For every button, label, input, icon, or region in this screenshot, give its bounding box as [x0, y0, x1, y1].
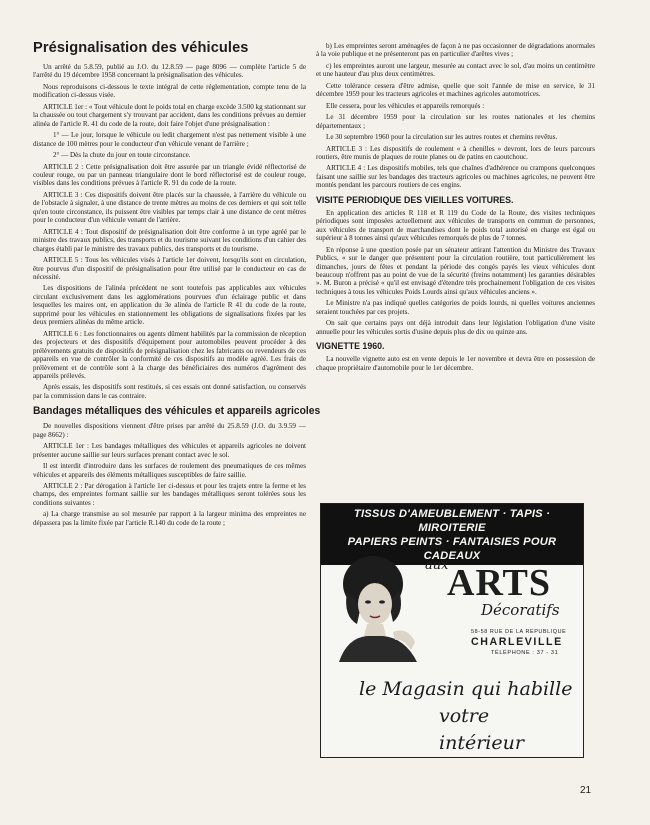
section-heading: VISITE PERIODIQUE DES VIEILLES VOITURES.	[316, 194, 514, 205]
advertisement	[320, 503, 584, 758]
paragraph: 2° — Dès la chute du jour en toute circonstance.	[53, 151, 191, 160]
paragraph: La nouvelle vignette auto est en vente depuis le 1er novembre et devra être en possession de chaque propriétaire d'automobile pour le 1er décembre.	[316, 355, 595, 372]
ad-slogan-line: le Magasin qui habille	[359, 678, 573, 700]
paragraph: ARTICLE 2 : Cette présignalisation doit être assurée par un triangle évidé réflectorisé de couleur rouge, ou par un panneau triangulaire dont le bord réflectorisé est de couleur rouge, visibles dans les conditions prévues à l'article R. 91 du code de la route.	[33, 162, 306, 188]
ad-phone: TÉLÉPHONE : 37 - 31	[491, 650, 559, 656]
ad-banner-line: PAPIERS PEINTS · FANTAISIES POUR CADEAUX	[347, 536, 557, 562]
right-column	[316, 42, 595, 375]
paragraph: Le 30 septembre 1960 pour la circulation sur les autres routes et chemins revêtus.	[326, 133, 558, 142]
paragraph: De nouvelles dispositions viennent d'être prises par arrêté du 25.8.59 (J.O. du 3.9.59 — page 8662) :	[33, 422, 306, 439]
ad-city: CHARLEVILLE	[471, 636, 563, 648]
paragraph: Un arrêté du 5.8.59, publié au J.O. du 12.8.59 — page 8096 — complète l'article 5 de l'arrêté du 19 décembre 1958 concernant la présignalisation des véhicules.	[33, 63, 306, 80]
left-column	[33, 40, 321, 530]
section-heading: Bandages métalliques des véhicules et appareils agricoles	[33, 405, 321, 418]
ad-brand-arts: ARTS	[447, 562, 552, 604]
ad-brand-decoratifs: Décoratifs	[481, 601, 560, 619]
paragraph: ARTICLE 3 : Ces dispositifs doivent être placés sur la chaussée, à l'arrière du véhicule ou de l'obstacle à signaler, à une distance de trente mètres au moins de ces derniers et qui soit telle qu'en toute circonstance, ils puissent être visibles par temps clair à une distance de cent mètres pour le conducteur d'un véhicule venant de l'arrière.	[33, 190, 306, 225]
portrait-illustration	[333, 546, 425, 662]
paragraph: ARTICLE 5 : Tous les véhicules visés à l'article 1er doivent, lorsqu'ils sont en circulation, être pourvus d'un dispositif de présignalisation pour être utilisé par le conducteur en cas de nécessité.	[33, 256, 306, 281]
ad-address: 58-58 RUE DE LA REPUBLIQUE	[471, 629, 567, 635]
paragraph: ARTICLE 1er : « Tout véhicule dont le poids total en charge excède 3.500 kg stationnant sur la chaussée ou tout chargement s'y trouvant par accident, dans les conditions prévues au dernier alinéa de l'article R. 41 du code de la route, doit faire l'objet d'une présignalisation :	[33, 102, 306, 128]
paragraph: ARTICLE 3 : Les dispositifs de roulement « à chenilles » devront, lors de leurs parcours routiers, être munis de plaques de route planes ou de patins en caoutchouc.	[316, 144, 595, 161]
paragraph: 1° — Le jour, lorsque le véhicule ou ledit chargement n'est pas nettement visible à une distance de 100 mètres pour le conducteur d'un véhicule venant de l'arrière ;	[33, 131, 306, 148]
section-heading: VIGNETTE 1960.	[316, 341, 385, 352]
paragraph: ARTICLE 6 : Les fonctionnaires ou agents dûment habilités par la commission de réception des projecteurs et des dispositifs d'équipement pour automobiles peuvent procéder à des prélèvements gratuits de dispositifs de présignalisation chez les fabricants ou revendeurs de ces appareils en vue de contrôler la conformité de ces dispositifs au modèle agréé. Les frais de prélèvement et de contrôle sont à la charge des bénéficiaires des numéros d'agrément des appareils prélevés.	[33, 329, 306, 380]
paragraph: Il est interdit d'introduire dans les surfaces de roulement des pneumatiques de ces mêmes véhicules et appareils des éléments métalliques susceptibles de faire saillie.	[33, 462, 306, 479]
paragraph: On sait que certains pays ont déjà introduit dans leur législation l'obligation d'une visite annuelle pour les véhicules sortis d'usine depuis plus de dix ou quinze ans.	[316, 319, 595, 336]
ad-slogan-line: votre intérieur	[439, 705, 524, 754]
paragraph: Le 31 décembre 1959 pour la circulation sur les routes nationales et les chemins départementaux ;	[316, 113, 595, 130]
paragraph: a) La charge transmise au sol mesurée par rapport à la largeur minima des empreintes ne dépassera pas la limite fixée par l'article R.140 du code de la route ;	[33, 510, 306, 527]
paragraph: En application des articles R 118 et R 119 du Code de la Route, des visites techniques périodiques sont imposées actuellement aux véhicules de transports en commun de personnes, aux véhicules de transport de marchandises dont le poids total autorisé en charge est égal ou supérieur à 8 tonnes ainsi qu'aux véhicules remorqués de plus de 7 tonnes.	[316, 208, 595, 243]
ad-aux-text: aux	[425, 558, 449, 573]
paragraph: Après essais, les dispositifs sont restitués, si ces essais ont donné satisfaction, ou conservés par la commission dans le cas contraire.	[33, 383, 306, 400]
paragraph: ARTICLE 1er : Les bandages métalliques des véhicules et appareils agricoles ne doivent présenter aucune saillie sur leurs surfaces prenant contact avec le sol.	[33, 442, 306, 459]
paragraph: c) les empreintes auront une largeur, mesurée au contact avec le sol, d'au moins un centimètre et une hauteur d'au plus deux centimètres.	[316, 61, 595, 79]
page-number: 21	[580, 785, 592, 796]
paragraph: ARTICLE 4 : Les dispositifs mobiles, tels que chaînes d'adhérence ou crampons quelconques faisant une saillie sur les bandages des tracteurs agricoles ou machines agricoles, ne peuvent être montés pendant les parcours routiers de ces engins.	[316, 164, 595, 190]
paragraph: b) Les empreintes seront aménagées de façon à ne pas occasionner de dégradations anormales à la voie publique et ne présenteront pas en particulier d'arêtes vives ;	[316, 42, 595, 59]
woman-portrait-photo	[333, 546, 425, 662]
paragraph: Cette tolérance cessera d'être admise, quelle que soit l'année de mise en service, le 31 décembre 1959 pour les tracteurs agricoles et machines agricoles automotrices.	[316, 81, 595, 99]
ad-banner-line: TISSUS D'AMEUBLEMENT · TAPIS · MIROITERIE	[353, 508, 551, 534]
paragraph: ARTICLE 2 : Par dérogation à l'article 1er ci-dessus et pour les trajets entre la ferme et les champs, des empreintes formant saillie sur les bandages métalliques seront tolérées sous les conditions suivantes :	[33, 482, 306, 507]
paragraph: Les dispositions de l'alinéa précédent ne sont toutefois pas applicables aux véhicules circulant exclusivement dans les agglomérations pourvues d'un éclairage public et dans lesquelles les maires ont, en application du 3e alinéa de l'article R 41 du code de la route, supprimé pour les véhicules en stationnement les obligations de signalisations fixées par les deux premiers alinéas du même article.	[33, 284, 306, 327]
ad-slogan	[359, 676, 579, 757]
paragraph: Nous reproduisons ci-dessous le texte intégral de cette réglementation, compte tenu de la modification ci-dessus visée.	[33, 82, 306, 100]
paragraph: Elle cessera, pour les véhicules et appareils remorqués :	[326, 101, 485, 110]
page-title: Présignalisation des véhicules	[33, 40, 249, 56]
paragraph: En réponse à une question posée par un sénateur attirant l'attention du Ministre des Travaux Publics, « sur le danger que présentent pour la circulation routière, tout particulièrement les dimanches, jours de fêtes et pendant la période des congés payés les vieux véhicules dont beaucoup n'offrent pas au point de vue de la sécurité (freins notamment) les garanties désirables ». M. Buron a précisé « qu'il est envisagé d'étendre très prochainement l'obligation de ces visites techniques à tous les véhicules Poids Lourds ainsi qu'aux véhicules anciens ».	[316, 245, 595, 296]
paragraph: ARTICLE 4 : Tout dispositif de présignalisation doit être conforme à un type agréé par le ministre des travaux publics, des transports et du tourisme suivant les conditions d'un cahier des charges établi par le ministre des travaux publics, des transports et du tourisme.	[33, 227, 306, 253]
paragraph: Le Ministre n'a pas indiqué quelles catégories de poids lourds, ni quelles voitures anciennes seraient touchées par ces projets.	[316, 299, 595, 316]
